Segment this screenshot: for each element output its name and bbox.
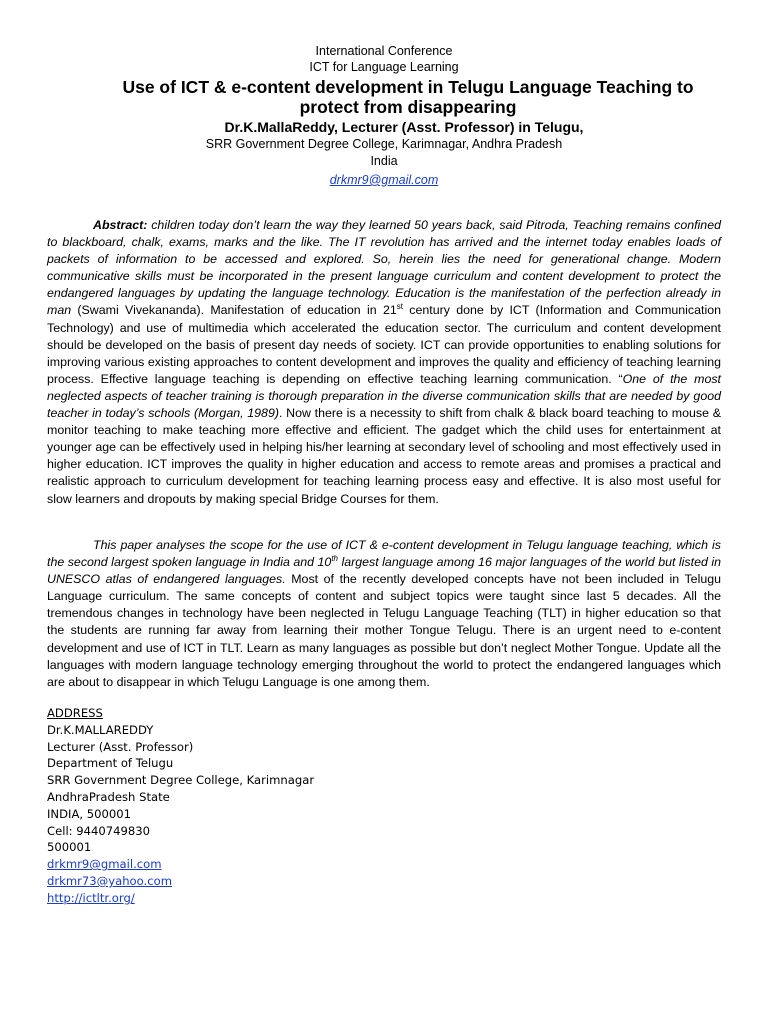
address-email-2-link[interactable]: drkmr73@yahoo.com [47, 873, 172, 888]
address-block [47, 705, 314, 907]
abstract-text-3: century done by ICT (Information and Communication Technology) and use of multimedia which accelerated the education sector. The curriculum and content development should be developed on the basis of present day needs of society. ICT can provide opportunities to enabling solutions for improving various existing approaches to content development and improves the quality and efficiency of teaching learning process. Effective language teaching is depending on effective teaching learning communication. “ [47, 303, 721, 386]
address-country-pin: INDIA, 500001 [47, 806, 131, 821]
scope-text-1: This paper analyses the scope for the use of ICT & e-content development in Telugu language teaching, which is the second largest spoken language in India and 10 [47, 538, 721, 570]
address-pin: 500001 [47, 840, 92, 855]
title-line-1: Use of ICT & e-content development in Telugu Language Teaching to [122, 77, 694, 97]
author-email-link[interactable]: drkmr9@gmail.com [329, 173, 439, 187]
website-link[interactable]: http://ictltr.org/ [47, 890, 135, 905]
address-email-1-link[interactable]: drkmr9@gmail.com [47, 857, 162, 872]
abstract-label: Abstract: [93, 218, 148, 232]
country-line: India [370, 154, 398, 168]
abstract-text-5: . Now there is a necessity to shift from chalk & black board teaching to mouse & monitor teaching to make teaching more effective and efficient. The gadget which the child uses for entertainment at younger age can be effectively used in helping his/her learning at secondary level of schooling and most effectively used in higher education. ICT improves the quality in higher education and access to remote areas and promises a practical and realistic approach to curriculum development for teaching learning process easy and effective. It is also most useful for slow learners and dropouts by making special Bridge Courses for them. [47, 406, 721, 506]
abstract-paragraph [47, 217, 721, 508]
scope-text-3: Most of the recently developed concepts have not been included in Telugu Language curriculum. The same concepts of content and subject topics were taught since last 5 decades. All the tremendous changes in technology have been neglected in Telugu Language Teaching (TLT) in higher education so that the students are running far away from learning their mother Tongue Telugu. There is an urgent need to e-content development and use of ICT in TLT. Learn as many languages as possible but don’t neglect Mother Tongue. Update all the languages with modern language technology emerging throughout the world to protect the endangered languages which are about to disappear in which Telugu Language is one among them. [47, 572, 721, 689]
abstract-text-1: children today don’t learn the way they learned 50 years back, said Pitroda, Teaching remains confined to blackboard, chalk, exams, marks and the like. The IT revolution has arrived and the internet today enables loads of packets of information to be accessed and explored. So, herein lies the need for generational change. Modern communicative skills must be incorporated in the present language curriculum and content development to protect the endangered languages by updating the language technology. Education is the manifestation of the perfection already in man [47, 218, 721, 318]
address-heading: ADDRESS [47, 706, 103, 720]
address-college: SRR Government Degree College, Karimnagar [47, 773, 315, 788]
paper-title [24, 77, 768, 117]
address-department: Department of Telugu [47, 756, 174, 771]
scope-paragraph [47, 537, 721, 691]
address-position: Lecturer (Asst. Professor) [47, 739, 194, 754]
author-line: Dr.K.MallaReddy, Lecturer (Asst. Professor) in Telugu, [224, 119, 584, 135]
address-state: AndhraPradesh State [47, 789, 170, 804]
scope-sup: th [331, 553, 338, 563]
abstract-text-2: (Swami Vivekananda). Manifestation of education in 21 [71, 303, 397, 318]
email-wrapper [0, 171, 768, 189]
abstract-quote: One of the most neglected aspects of teacher training is thorough preparation in the diverse communication skills that are needed by good teacher in today’s schools (Morgan, 1989) [47, 371, 721, 421]
address-cell: Cell: 9440749830 [47, 823, 151, 838]
address-name: Dr.K.MALLAREDDY [47, 722, 154, 737]
scope-text-2: largest language among 16 major languages of the world but listed in UNESCO atlas of endangered languages. [47, 555, 721, 587]
title-line-2: protect from disappearing [299, 97, 517, 117]
conference-theme: ICT for Language Learning [309, 60, 459, 74]
abstract-sup: st [396, 302, 403, 312]
college-line: SRR Government Degree College, Karimnagar, Andhra Pradesh [205, 137, 563, 151]
conference-name: International Conference [315, 44, 453, 58]
